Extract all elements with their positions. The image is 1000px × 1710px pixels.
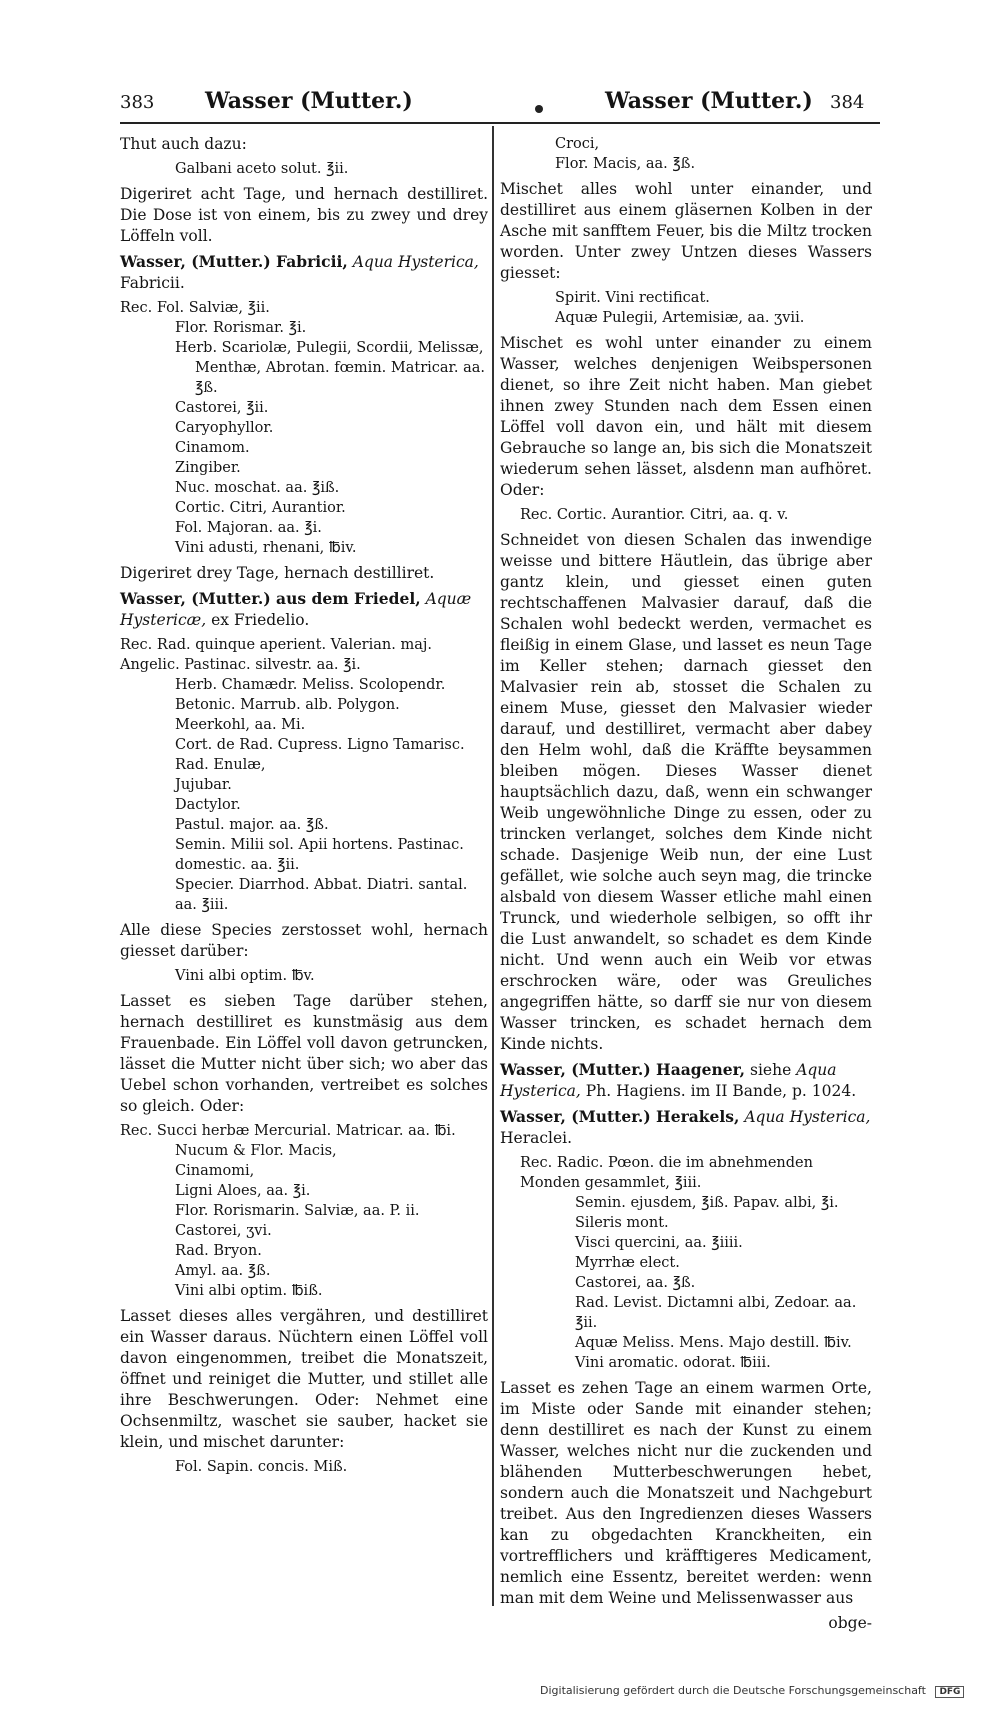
entry-heading-latin: Aqua Hysterica, — [500, 1061, 837, 1100]
recipe-line: Cinamom. — [175, 440, 250, 456]
recipe-line: Vini aromatic. odorat. ℔iii. — [575, 1355, 771, 1371]
recipe-line: Croci, — [555, 136, 600, 152]
right-column — [500, 134, 872, 1638]
entry-heading — [120, 251, 488, 294]
paragraph: Thut auch dazu: — [120, 135, 247, 153]
entry-heading — [500, 1106, 872, 1149]
recipe-block — [500, 288, 872, 328]
entry-heading-source: Fabricii. — [120, 274, 185, 292]
entry-heading-source: Ph. Hagiens. im II Bande, p. 1024. — [585, 1082, 857, 1100]
recipe-line: Cort. de Rad. Cupress. Ligno Tamarisc. — [175, 737, 465, 753]
entry-heading-latin: Aquæ Hystericæ, — [120, 590, 472, 629]
recipe-line: Rad. Enulæ, — [175, 757, 266, 773]
entry-heading-source: Heraclei. — [500, 1129, 573, 1147]
footer-text: Digitalisierung gefördert durch die Deutsche Forschungsgemeinschaft — [540, 1684, 926, 1697]
catchword: obge- — [828, 1614, 872, 1632]
entry-heading-see: siehe — [750, 1061, 792, 1079]
recipe-line: Vini albi optim. ℔iß. — [175, 1283, 323, 1299]
recipe-line: Rec. Succi herbæ Mercurial. Matricar. aa. ℔i. — [120, 1123, 456, 1139]
recipe-line: Ligni Aloes, aa. ℥i. — [175, 1183, 311, 1199]
recipe-line: Caryophyllor. — [175, 420, 274, 436]
entry-heading — [500, 1059, 872, 1102]
left-column — [120, 134, 488, 1482]
entry-heading-bold: Wasser, (Mutter.) Haagener, — [500, 1060, 746, 1079]
recipe-block — [120, 1121, 488, 1301]
paragraph: Lasset es sieben Tage darüber stehen, hernach destilliret es kunstmäsig aus dem Frauenbade. Ein Löffel voll davon getruncken, lässet die Mutter nicht über sich; wo aber das Uebel schon vorhanden, vertreibet es solches so gleich. Oder: — [120, 992, 488, 1115]
recipe-line: Semin. Milii sol. Apii hortens. Pastinac. domestic. aa. ℥ii. — [175, 837, 464, 873]
recipe-line: Visci quercini, aa. ℥iiii. — [575, 1235, 743, 1251]
right-running-title: Wasser (Mutter.) — [605, 88, 813, 114]
recipe-line: Myrrhæ elect. — [575, 1255, 680, 1271]
recipe-line: Pastul. major. aa. ℥ß. — [175, 817, 329, 833]
recipe-block — [120, 635, 488, 915]
entry-heading — [120, 588, 488, 631]
recipe-line: Cortic. Citri, Aurantior. — [175, 500, 346, 516]
header-rule — [120, 122, 880, 124]
recipe-line: Flor. Rorismarin. Salviæ, aa. P. ii. — [175, 1203, 420, 1219]
recipe-line: Rad. Bryon. — [175, 1243, 262, 1259]
paragraph: Mischet es wohl unter einander zu einem Wasser, welches denjenigen Weibspersonen dienet, so ihre Zeit nicht haben. Man giebet ihnen zwey Stunden nach dem Essen einen Löffel voll davon ein, und hält mit diesem Gebrauche so lange an, bis sich die Monatszeit wiederum sehen lässet, alsdenn man aufhöret. Oder: — [500, 334, 872, 499]
dfg-logo: DFG — [935, 1686, 964, 1698]
center-dot — [535, 105, 543, 113]
recipe-line: Amyl. aa. ℥ß. — [175, 1263, 271, 1279]
paragraph: Digeriret drey Tage, hernach destilliret. — [120, 564, 435, 582]
recipe-line: Fol. Sapin. concis. Miß. — [175, 1459, 348, 1475]
recipe-line: Flor. Macis, aa. ℥ß. — [555, 156, 696, 172]
paragraph: Alle diese Species zerstosset wohl, hernach giesset darüber: — [120, 921, 488, 960]
recipe-line: Aquæ Pulegii, Artemisiæ, aa. ʒvii. — [555, 310, 805, 326]
recipe-line: Flor. Rorismar. ℥i. — [175, 320, 307, 336]
recipe-block — [500, 1153, 872, 1373]
recipe-line: Vini adusti, rhenani, ℔iv. — [175, 540, 357, 556]
recipe-block — [500, 505, 872, 525]
recipe-line: Castorei, ʒvi. — [175, 1223, 272, 1239]
recipe-line: Galbani aceto solut. ℥ii. — [175, 161, 349, 177]
digitization-footer — [540, 1684, 964, 1698]
left-running-title: Wasser (Mutter.) — [205, 88, 413, 114]
recipe-line: Nucum & Flor. Macis, — [175, 1143, 337, 1159]
right-page-number: 384 — [830, 92, 865, 113]
recipe-line: Menthæ, Abrotan. fœmin. Matricar. aa. ℥ß. — [195, 360, 485, 396]
paragraph: Lasset es zehen Tage an einem warmen Orte, im Miste oder Sande mit einander stehen; denn destilliret es nach der Kunst zu einem Wasser, welches nicht nur die zuckenden und blähenden Mutterbeschwerungen hebet, sondern auch die Monatszeit und Nachgeburt treibet. Aus den Ingredienzen dieses Wassers kan zu obgedachten Kranckheiten, ein vortrefflichers und kräfftigeres Medicament, nemlich eine Essentz, bereitet werden: wenn man mit dem Weine und Melissenwasser aus — [500, 1379, 872, 1607]
recipe-line: Specier. Diarrhod. Abbat. Diatri. santal. aa. ℥iii. — [175, 877, 468, 913]
recipe-line: Aquæ Meliss. Mens. Majo destill. ℔iv. — [575, 1335, 852, 1351]
recipe-line: Nuc. moschat. aa. ℥iß. — [175, 480, 340, 496]
entry-heading-source: ex Friedelio. — [211, 611, 310, 629]
recipe-line: Castorei, aa. ℥ß. — [575, 1275, 696, 1291]
recipe-line: Zingiber. — [175, 460, 241, 476]
entry-heading-bold: Wasser, (Mutter.) aus dem Friedel, — [120, 589, 421, 608]
recipe-line: Fol. Majoran. aa. ℥i. — [175, 520, 322, 536]
recipe-block — [120, 298, 488, 558]
paragraph: Mischet alles wohl unter einander, und destilliret aus einem gläsernen Kolben in der Asche mit sanfftem Feuer, bis die Miltz trocken worden. Unter zwey Untzen dieses Wassers giesset: — [500, 180, 872, 282]
recipe-line: Rec. Cortic. Aurantior. Citri, aa. q. v. — [520, 507, 789, 523]
recipe-line: Herb. Scariolæ, Pulegii, Scordii, Melissæ, — [175, 340, 484, 356]
recipe-line: Dactylor. — [175, 797, 241, 813]
recipe-line: Rec. Radic. Pœon. die im abnehmenden Monden gesammlet, ℥iii. — [520, 1155, 813, 1191]
paragraph: Lasset dieses alles vergähren, und destilliret ein Wasser daraus. Nüchtern einen Löffel voll davon eingenommen, treibet die Monatszeit, öffnet und reiniget die Mutter, und stillet alle ihre Beschwerungen. Oder: Nehmet eine Ochsenmiltz, waschet sie sauber, hacket sie klein, und mischet darunter: — [120, 1307, 488, 1451]
recipe-line: Vini albi optim. ℔v. — [175, 968, 315, 984]
recipe-line: Semin. ejusdem, ℥iß. Papav. albi, ℥i. Sileris mont. — [575, 1195, 839, 1231]
entry-heading-bold: Wasser, (Mutter.) Herakels, — [500, 1107, 740, 1126]
recipe-block — [120, 1457, 488, 1477]
column-rule — [492, 126, 494, 1606]
left-page-number: 383 — [120, 92, 155, 113]
recipe-line: Herb. Chamædr. Meliss. Scolopendr. Betonic. Marrub. alb. Polygon. — [175, 677, 446, 713]
entry-heading-latin: Aqua Hysterica, — [744, 1108, 871, 1126]
paragraph: Schneidet von diesen Schalen das inwendige weisse und bittere Häutlein, das übrige aber gantz klein, und giesset einen guten rechtschaffenen Malvasier darauf, daß die Schalen wohl bedeckt werden, vermachet es fleißig in einem Glase, und lasset es neun Tage im Keller stehen; darnach giesset den Malvasier rein ab, stosset die Schalen zu einem Muse, giesset den Malvasier wieder darauf, und destilliret, vermacht aber dabey den Helm wohl, daß die Kräffte beysammen bleiben mögen. Dieses Wasser dienet hauptsächlich dazu, daß, wenn ein schwanger Weib ungewöhnliche Dinge zu essen, oder zu trincken verlanget, solches dem Kinde nicht schade. Dasjenige Weib nun, der eine Lust gefället, wie solche auch seyn mag, die trincke alsbald von diesem Wasser etliche mahl einen Trunck, und wiederhole selbigen, so offt ihr die Lust anwandelt, so schadet es dem Kinde nicht. Und wenn auch ein Weib vor etwas erschrocken wäre, oder was Greuliches angegriffen hätte, so darff sie nur von diesem Wasser trincken, es schadet hernach dem Kinde nichts. — [500, 531, 872, 1053]
recipe-line: Meerkohl, aa. Mi. — [175, 717, 306, 733]
recipe-line: Cinamomi, — [175, 1163, 255, 1179]
recipe-line: Rec. Rad. quinque aperient. Valerian. maj. Angelic. Pastinac. silvestr. aa. ℥i. — [120, 637, 432, 673]
recipe-block — [120, 159, 488, 179]
recipe-line: Rec. Fol. Salviæ, ℥ii. — [120, 300, 270, 316]
recipe-block — [500, 134, 872, 174]
recipe-line: Spirit. Vini rectificat. — [555, 290, 710, 306]
recipe-line: Jujubar. — [175, 777, 232, 793]
recipe-line: Rad. Levist. Dictamni albi, Zedoar. aa. ℥ii. — [575, 1295, 857, 1331]
entry-heading-bold: Wasser, (Mutter.) Fabricii, — [120, 252, 348, 271]
paragraph: Digeriret acht Tage, und hernach destilliret. Die Dose ist von einem, bis zu zwey und drey Löffeln voll. — [120, 185, 488, 245]
recipe-block — [120, 966, 488, 986]
entry-heading-latin: Aqua Hysterica, — [352, 253, 479, 271]
recipe-line: Castorei, ℥ii. — [175, 400, 269, 416]
